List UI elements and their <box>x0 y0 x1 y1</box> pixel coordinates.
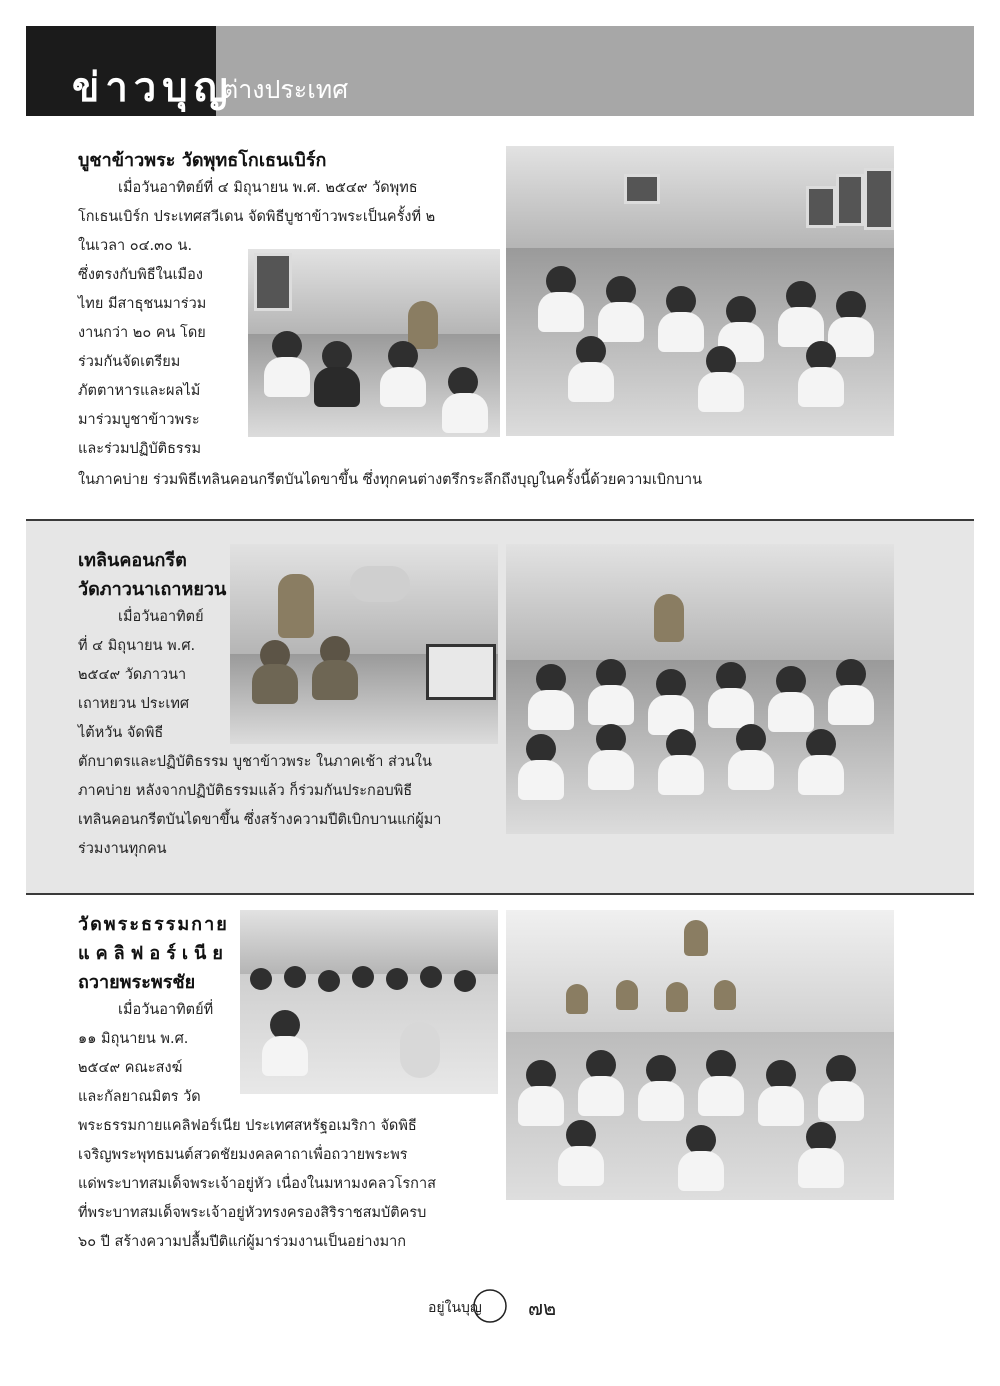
section3-full-line: เจริญพระพุทธมนต์สวดชัยมงคลคาถาเพื่อถวายพระพร <box>78 1147 408 1163</box>
photo-group-taiwan <box>506 544 894 834</box>
section3-full-line: ๖๐ ปี สร้างความปลื้มปีติแก่ผู้มาร่วมงานเป็นอย่างมาก <box>78 1234 407 1250</box>
section2-col-line: ไต้หวัน จัดพิธี <box>78 725 164 741</box>
section1-col-line: ไทย มีสาธุชนมาร่วม <box>78 296 207 312</box>
section2-full-line: ภาคบ่าย หลังจากปฏิบัติธรรมแล้ว ก็ร่วมกันประกอบพิธี <box>78 783 413 799</box>
section3-full-line: แด่พระบาทสมเด็จพระเจ้าอยู่หัว เนื่องในมหามงคลวโรกาส <box>78 1176 436 1192</box>
page-number: ๗๒ <box>528 1296 557 1320</box>
photo-altar-offering <box>248 249 500 437</box>
header-title: ข่าวบุญ <box>72 64 234 111</box>
section2-column-text <box>78 603 228 748</box>
section1-line2: โกเธนเบิร์ก ประเทศสวีเดน จัดพิธีบูชาข้าวพระเป็นครั้งที่ ๒ <box>78 209 436 225</box>
section1-col-line: งานกว่า ๒๐ คน โดย <box>78 325 206 341</box>
section1-col-line: และร่วมปฏิบัติธรรม <box>78 441 202 457</box>
footer-logo-text: อยู่ในบุญ <box>428 1300 482 1316</box>
section1-col-line: ในเวลา ๐๔.๓๐ น. <box>78 238 193 254</box>
section2-full-text <box>78 748 498 864</box>
photo-altar-monks <box>230 544 498 744</box>
section1-last-line: ในภาคบ่าย ร่วมพิธีเทลินคอนกรีตบันไดขาขึ้น ซึ่งทุกคนต่างตรึกระลึกถึงบุญในครั้งนี้ด้วยความเบิกบาน <box>78 472 703 488</box>
header-subtitle: ต่างประเทศ <box>222 75 349 104</box>
section3-title-1: วัดพระธรรมกาย <box>78 914 229 935</box>
section3-col-line: และกัลยาณมิตร วัด <box>78 1089 201 1105</box>
section3-full-line: ที่พระบาทสมเด็จพระเจ้าอยู่หัวทรงครองสิริราชสมบัติครบ <box>78 1205 427 1221</box>
section1-col-line: ร่วมกันจัดเตรียม <box>78 354 181 370</box>
photo-meditation-hall <box>506 910 894 1200</box>
section2-full-line: ตักบาตรและปฏิบัติธรรม บูชาข้าวพระ ในภาคเช้า ส่วนใน <box>78 754 432 770</box>
section2-col-line: เมื่อวันอาทิตย์ <box>118 609 204 625</box>
section3-col-line: ๑๑ มิถุนายน พ.ศ. <box>78 1031 189 1047</box>
section1-col-line: ซึ่งตรงกับพิธีในเมือง <box>78 267 203 283</box>
section1-column-text <box>78 232 248 464</box>
photo-group-sweden <box>506 146 894 436</box>
section2-full-line: เทลินคอนกรีตบันไดขาขึ้น ซึ่งสร้างความปีติเบิกบานแก่ผู้มา <box>78 812 442 828</box>
section2-title-1: เทลินคอนกรีต <box>78 550 187 571</box>
section3-full-text <box>78 1112 498 1257</box>
section2-col-line: ที่ ๔ มิถุนายน พ.ศ. <box>78 638 196 654</box>
section3-col-line: เมื่อวันอาทิตย์ที่ <box>118 1002 214 1018</box>
section3-title-3: ถวายพระพรชัย <box>78 972 196 993</box>
section1-col-line: มาร่วมบูชาข้าวพระ <box>78 412 200 428</box>
logo-mark-icon <box>426 1288 522 1324</box>
section3-column-text <box>78 996 238 1112</box>
section1-title: บูชาข้าวพระ วัดพุทธโกเธนเบิร์ก <box>78 150 327 171</box>
section3-full-line: พระธรรมกายแคลิฟอร์เนีย ประเทศสหรัฐอเมริกา จัดพิธี <box>78 1118 417 1134</box>
section2-full-line: ร่วมงานทุกคน <box>78 841 167 857</box>
footer-logo <box>426 1288 522 1324</box>
section3-col-line: ๒๕๔๙ คณะสงฆ์ <box>78 1060 183 1076</box>
photo-chanting-group <box>240 910 498 1094</box>
section1-col-line: ภัตตาหารและผลไม้ <box>78 383 201 399</box>
section1-line1: เมื่อวันอาทิตย์ที่ ๔ มิถุนายน พ.ศ. ๒๕๔๙ วัดพุทธ <box>118 180 418 196</box>
section2-title-2: วัดภาวนาเถาหยวน <box>78 579 227 600</box>
section2-col-line: เถาหยวน ประเทศ <box>78 696 190 712</box>
section2-col-line: ๒๕๔๙ วัดภาวนา <box>78 667 187 683</box>
section3-title-2: แคลิฟอร์เนีย <box>78 943 229 964</box>
